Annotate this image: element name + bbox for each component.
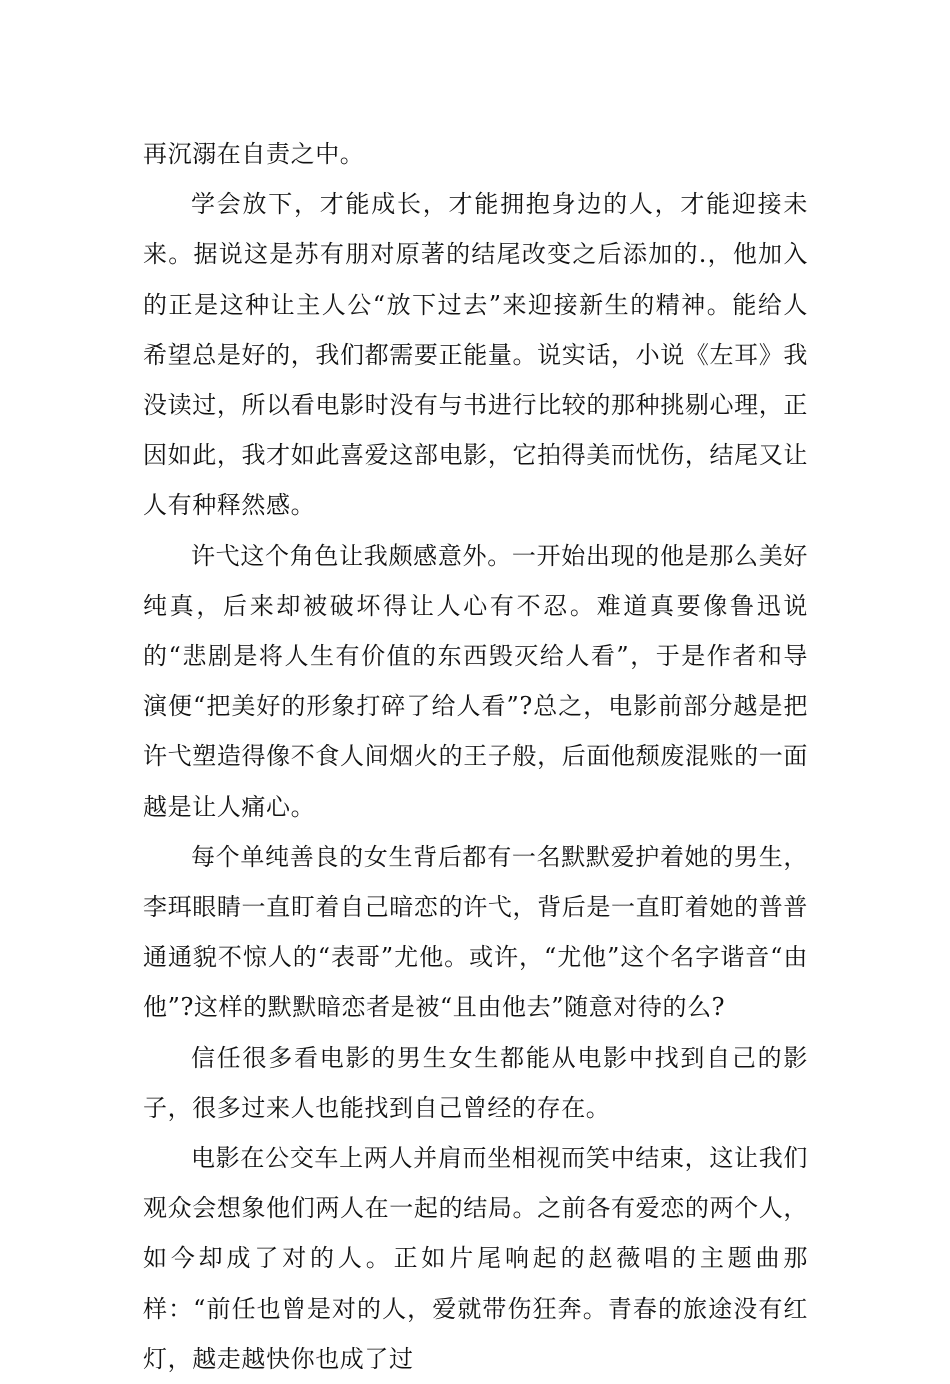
paragraph-letting-go: 学会放下，才能成长，才能拥抱身边的人，才能迎接未来。据说这是苏有朋对原著的结尾改变之后添加的.，他加入的正是这种让主人公“放下过去”来迎接新生的精神。能给人希望总是好的，我们都需要正能量。说实话，小说《左耳》我没读过，所以看电影时没有与书进行比较的那种挑剔心理，正因如此，我才如此喜爱这部电影，它拍得美而忧伤，结尾又让人有种释然感。 [143, 190, 808, 520]
paragraph-xu-yi: 许弋这个角色让我颇感意外。一开始出现的他是那么美好纯真，后来却被破坏得让人心有不忍。难道真要像鲁迅说的“悲剧是将人生有价值的东西毁灭给人看”，于是作者和导演便“把美好的形象打碎了给人看”?总之，电影前部分越是把许弋塑造得像不食人间烟火的王子般，后面他颓废混账的一面越是让人痛心。 [143, 541, 808, 821]
paragraph-continuation: 再沉溺在自责之中。 [143, 140, 365, 168]
paragraph-trust: 信任很多看电影的男生女生都能从电影中找到自己的影子，很多过来人也能找到自己曾经的存在。 [143, 1043, 808, 1122]
paragraph-li-er: 每个单纯善良的女生背后都有一名默默爱护着她的男生，李珥眼睛一直盯着自己暗恋的许弋，背后是一直盯着她的普普通通貌不惊人的“表哥”尤他。或许，“尤他”这个名字谐音“由他”?这样的默默暗恋者是被“且由他去”随意对待的么? [143, 842, 808, 1022]
document-body [143, 129, 808, 1384]
paragraph-ending: 电影在公交车上两人并肩而坐相视而笑中结束，这让我们观众会想象他们两人在一起的结局。之前各有爱恋的两个人，如今却成了对的人。正如片尾响起的赵薇唱的主题曲那样：“前任也曾是对的人，爱就带伤狂奔。青春的旅途没有红灯，越走越快你也成了过 [143, 1144, 808, 1373]
